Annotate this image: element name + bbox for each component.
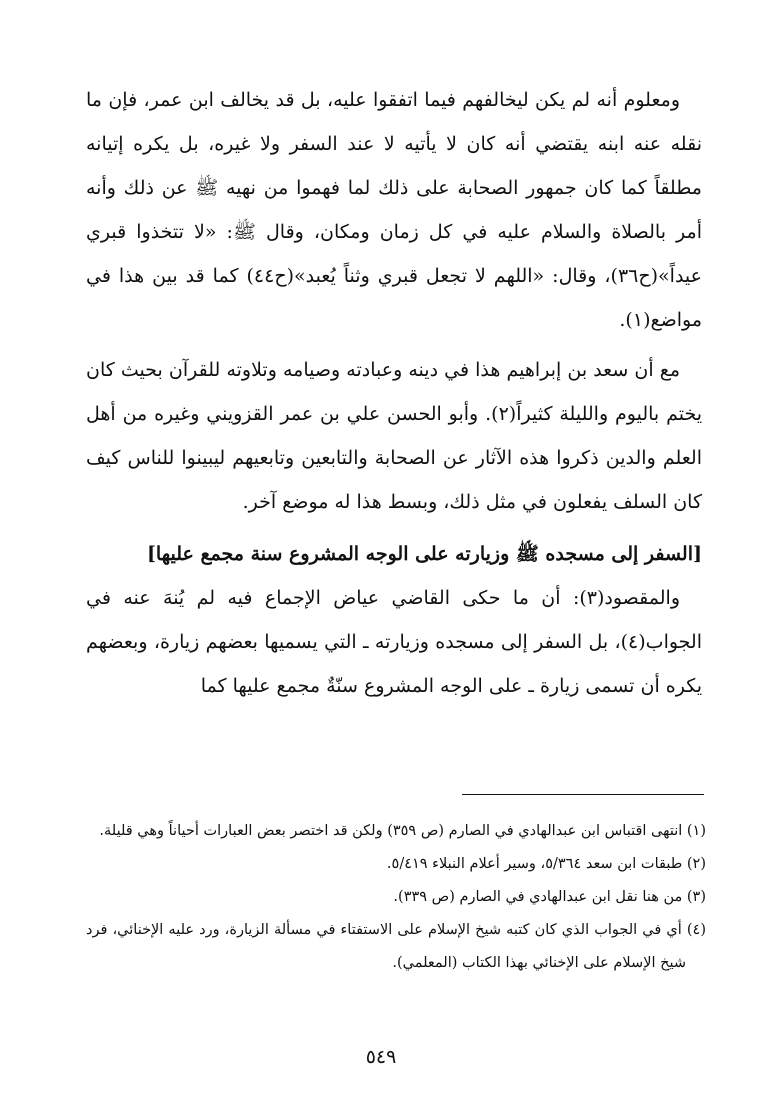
paragraph-3: والمقصود(٣): أن ما حكى القاضي عياض الإجماع فيه لم يُنهَ عنه في الجواب(٤)، بل السفر إلى مسجده وزيارته ـ التي يسميها بعضهم زيارة، وبعضهم يكره أن تسمى زيارة ـ على الوجه المشروع سنّةٌ مجمع عليها كما bbox=[86, 587, 702, 697]
section-heading: [السفر إلى مسجده ﷺ وزيارته على الوجه المشروع سنة مجمع عليها] bbox=[146, 543, 702, 565]
paragraph-2: مع أن سعد بن إبراهيم هذا في دينه وعبادته وصيامه وتلاوته للقرآن بحيث كان يختم باليوم والليلة كثيراً(٢). وأبو الحسن علي بن عمر القزويني وغيره من أهل العلم والدين ذكروا هذه الآثار عن الصحابة والتابعين وتابعيهم ليبينوا للناس كيف كان السلف يفعلون في مثل ذلك، وبسط هذا له موضع آخر. bbox=[86, 359, 702, 513]
footnote-2: (٢) طبقات ابن سعد ٥/٣٦٤، وسير أعلام النبلاء ٥/٤١٩. bbox=[386, 856, 706, 872]
paragraph-1: ومعلوم أنه لم يكن ليخالفهم فيما اتفقوا عليه، بل قد يخالف ابن عمر، فإن ما نقله عنه ابنه يقتضي أنه كان لا يأتيه لا عند السفر ولا غيره، بل يكره إتيانه مطلقاً كما كان جمهور الصحابة على ذلك لما فهموا من نهيه ﷺ عن ذلك وأنه أمر بالصلاة والسلام عليه في كل زمان ومكان، وقال ﷺ: «لا تتخذوا قبري عيداً»(ح٣٦)، وقال: «اللهم لا تجعل قبري وثناً يُعبد»(ح٤٤) كما قد بين هذا في مواضع(١). bbox=[86, 89, 702, 331]
footnote-1: (١) انتهى اقتباس ابن عبدالهادي في الصارم (ص ٣٥٩) ولكن قد اختصر بعض العبارات أحياناً وهي قليلة. bbox=[99, 823, 706, 839]
footnote-4: (٤) أي في الجواب الذي كان كتبه شيخ الإسلام على الاستفتاء في مسألة الزيارة، ورد عليه الإخنائي، فرد شيخ الإسلام على الإخنائي بهذا الكتاب (المعلمي). bbox=[86, 922, 706, 971]
footnote-divider bbox=[462, 794, 704, 795]
page-number: ٥٤٩ bbox=[365, 1046, 397, 1068]
footnote-3: (٣) من هنا نقل ابن عبدالهادي في الصارم (ص ٣٣٩). bbox=[393, 889, 706, 905]
footnotes bbox=[86, 815, 706, 980]
main-text bbox=[86, 78, 702, 708]
